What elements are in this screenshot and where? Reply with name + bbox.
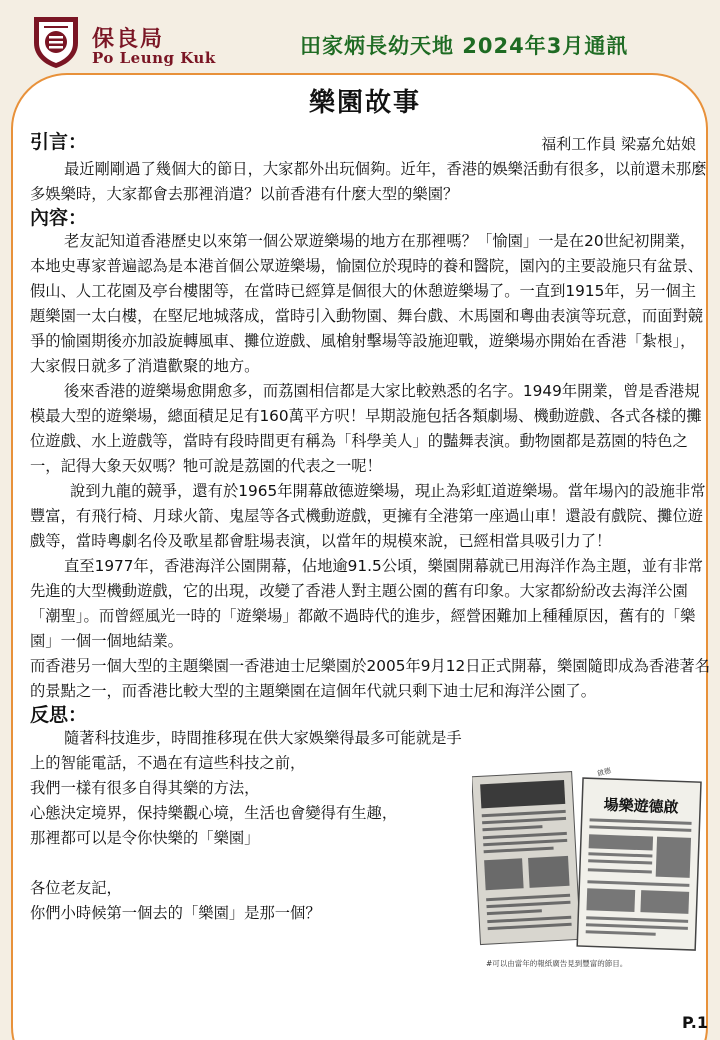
reflection-heading: 反思：	[30, 704, 88, 726]
reflection-spacer	[30, 851, 475, 876]
intro-heading-row	[30, 127, 710, 157]
org-name-english: Po Leung Kuk	[92, 49, 216, 67]
content-paragraph-2: 後來香港的遊樂場愈開愈多，而荔園相信都是大家比較熟悉的名字。1949年開業，曾是香港規模最大型的遊樂場，總面積足足有160萬平方呎！早期設施包括各類劇場、機動遊戲、各式各樣的攤位遊戲、水上遊戲等，當時有段時間更有稱為「科學美人」的豔舞表演。動物園都是荔園的特色之一，記得大象天奴嗎？牠可說是荔園的代表之一呢！	[30, 382, 702, 475]
reflection-body	[30, 726, 475, 926]
page-number: P.1	[682, 1013, 708, 1032]
newsletter-title: 田家炳長幼天地 2024年3月通訊	[300, 34, 629, 58]
intro-paragraph: 最近剛剛過了幾個大的節日，大家都外出玩個夠。近年，香港的娛樂活動有很多，以前還未那麼多娛樂時，大家都會去那裡消遣？以前香港有什麼大型的樂園？	[30, 160, 707, 203]
page-header	[0, 0, 720, 80]
reflection-line-2: 我們一樣有很多自得其樂的方法，	[30, 779, 260, 797]
po-leung-kuk-logo	[30, 13, 82, 69]
reflection-line-4: 那裡都可以是令你快樂的「樂園」	[30, 829, 260, 847]
author-byline: 福利工作員 梁嘉允姑娘	[541, 135, 696, 153]
sign-text: 啟德	[596, 766, 613, 778]
page-title: 樂園故事	[308, 88, 421, 118]
closing-line-2: 你們小時候第一個去的「樂園」是那一個？	[30, 904, 321, 922]
org-name-chinese: 保良局	[92, 27, 165, 52]
historic-newspaper-ads-photo	[472, 762, 704, 972]
photo-caption: #可以由當年的報紙廣告見到豐富的節目。	[486, 959, 628, 968]
content-paragraph-3: 說到九龍的競爭，還有於1965年開幕啟德遊樂場，現止為彩虹道遊樂場。當年場內的設施非常豐富，有飛行椅、月球火箭、鬼屋等各式機動遊戲，更擁有全港第一座過山車！還設有戲院、攤位遊戲等，當時粵劇名伶及歌星都會駐場表演，以當年的規模來說，已經相當具吸引力了！	[30, 482, 706, 550]
reflection-line-3: 心態決定境界，保持樂觀心境，生活也會變得有生趣，	[30, 804, 398, 822]
content-paragraph-1: 老友記知道香港歷史以來第一個公眾遊樂場的地方在那裡嗎？「愉園」一是在20世紀初開業，本地史專家普遍認為是本港首個公眾遊樂場，愉園位於現時的養和醫院，園內的主要設施只有盆景、假山、人工花園及亭台樓閣等，在當時已經算是個很大的休憩遊樂場了。一直到1915年，另一個主題樂園一太白樓，在堅尼地城落成，當時引入動物園、舞台戲、木馬園和粵曲表演等玩意，而面對競爭的愉園期後亦加設旋轉風車、攤位遊戲、風槍射擊場等設施迎戰，遊樂場亦開始在香港「紮根」，大家假日就多了消遣歡聚的地方。	[30, 232, 704, 375]
closing-line-1: 各位老友記，	[30, 879, 122, 897]
poster-title: 場樂遊德啟	[603, 795, 679, 817]
content-paragraph-5: 而香港另一個大型的主題樂園一香港迪士尼樂園於2005年9月12日正式開幕，樂園隨即成為香港著名的景點之一，而香港比較大型的主題樂園在這個年代就只剩下迪士尼和海洋公園了。	[30, 657, 711, 700]
content-heading: 內容：	[30, 207, 88, 229]
intro-heading: 引言：	[30, 131, 88, 153]
reflection-line-1: 隨著科技進步，時間推移現在供大家娛樂得最多可能就是手上的智能電話，不過在有這些科技之前，	[30, 729, 462, 772]
content-paragraph-4: 直至1977年，香港海洋公園開幕，佔地逾91.5公頃，樂園開幕就已用海洋作為主題，並有非常先進的大型機動遊戲，它的出現，改變了香港人對主題公園的舊有印象。大家都紛紛改去海洋公園「潮聖」。而曾經風光一時的「遊樂場」都敵不過時代的進步，經營困難加上種種原因，舊有的「樂園」一個一個地結業。	[30, 557, 703, 650]
